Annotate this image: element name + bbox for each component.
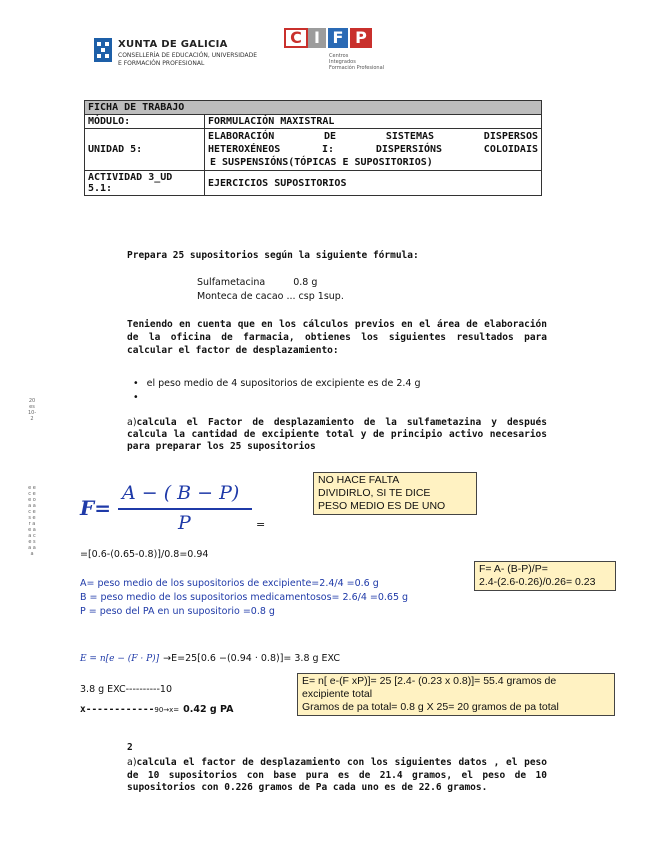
table-value-unidad: ELABORACIÓN DE SISTEMAS DISPERSOS HETEROXÉNEOS I: DISPERSIÓNS COLOIDAIS E SUSPENSIÓNS(TÓPICAS E SUPOSITORIOS) [205, 129, 542, 171]
ficha-table [84, 100, 542, 196]
cifp-letter-p: P [350, 28, 372, 48]
question-a: a)calcula el Factor de desplazamiento de la sulfametazina y después calcula la cantidad de excipiente total y de principio activo necesarios para preparar los 25 supositorios [127, 417, 547, 452]
table-label-actividad: ACTIVIDAD 3_UD 5.1: [85, 171, 205, 196]
margin-mark: 20 es 10-2 [28, 398, 37, 422]
margin-mark: e e c e e o a a c e s e r a e a a c e s a a a [28, 485, 36, 557]
intro-text: Prepara 25 supositorios según la siguiente fórmula: [127, 250, 419, 261]
note-box-1: NO HACE FALTA DIVIDIRLO, SI TE DICE PESO MEDIO ES DE UNO [313, 472, 477, 515]
formula-lhs: F= [80, 496, 111, 520]
xunta-subtitle: CONSELLERÍA DE EDUCACIÓN, UNIVERSIDADE E FORMACIÓN PROFESIONAL [118, 52, 258, 67]
excipient-formula: E = n[e − (F · P)] →E=25[0.6 −(0.94 · 0.8)]= 3.8 g EXC [80, 653, 341, 664]
bullet-item-2: • [133, 392, 139, 403]
calc-result-1: =[0.6-(0.65-0.8)]/0.8=0.94 [80, 549, 209, 560]
section-number: 2 [127, 742, 133, 753]
formula-line-2: Monteca de cacao ... csp 1sup. [197, 291, 344, 302]
xunta-title: XUNTA DE GALICIA [118, 39, 228, 50]
table-label-modulo: MÓDULO: [85, 115, 205, 129]
rule-line-2: x------------90→x= 0.42 g PA [80, 704, 234, 715]
unidad-word: DE [324, 131, 337, 142]
cifp-letter-c: C [284, 28, 308, 48]
displacement-formula [80, 482, 260, 538]
formula-numerator: A − ( B − P) [122, 482, 240, 504]
cifp-letter-f: F [328, 28, 348, 48]
formula-denominator: P [178, 512, 191, 534]
xunta-logo-icon [94, 38, 112, 62]
table-title: FICHA DE TRABAJO [85, 101, 542, 115]
unidad-word: ELABORACIÓN [208, 131, 275, 142]
fraction-bar [118, 508, 252, 510]
formula-line-1: Sulfametacina 0.8 g [197, 277, 318, 288]
definition-b: B = peso medio de los supositorios medicamentosos= 2.6/4 =0.65 g [80, 592, 409, 603]
definition-a: A= peso medio de los supositorios de excipiente=2.4/4 =0.6 g [80, 578, 379, 589]
unidad-word: DISPERSOS [483, 131, 538, 142]
definition-p: P = peso del PA en un supositorio =0.8 g [80, 606, 275, 617]
unidad-word: SISTEMAS [385, 131, 435, 142]
bullet-item-1: • el peso medio de 4 supositorios de excipiente es de 2.4 g [133, 378, 421, 389]
cifp-letter-i: I [308, 28, 326, 48]
context-paragraph: Teniendo en cuenta que en los cálculos previos en el área de elaboración de la oficina de farmacia, obtienes los siguientes resultados para calcular el factor de desplazamiento: [127, 319, 547, 356]
rule-line-1: 3.8 g EXC----------10 [80, 684, 172, 695]
formula-equals: = [256, 518, 266, 531]
table-value-actividad: EJERCICIOS SUPOSITORIOS [205, 171, 542, 196]
question-2a: a)calcula el factor de desplazamiento con los siguientes datos , el peso de 10 supositorios con base pura es de 21.4 gramos, el peso de 10 supositorios con 0.226 gramos de Pa cada uno es de 22.6 gramos. [127, 757, 547, 793]
table-value-modulo: FORMULACIÓN MAXISTRAL [205, 115, 542, 129]
table-label-unidad: UNIDAD 5: [85, 129, 205, 171]
note-box-3: E= n[ e-(F xP)]= 25 [2.4- (0.23 x 0.8)]= 55.4 gramos de excipiente total Gramos de pa total= 0.8 g X 25= 20 gramos de pa total [297, 673, 615, 716]
note-box-2: F= A- (B-P)/P= 2.4-(2.6-0.26)/0.26= 0.23 [474, 561, 616, 591]
cifp-subtitle: Centros Integrados Formación Profesional [329, 53, 385, 71]
